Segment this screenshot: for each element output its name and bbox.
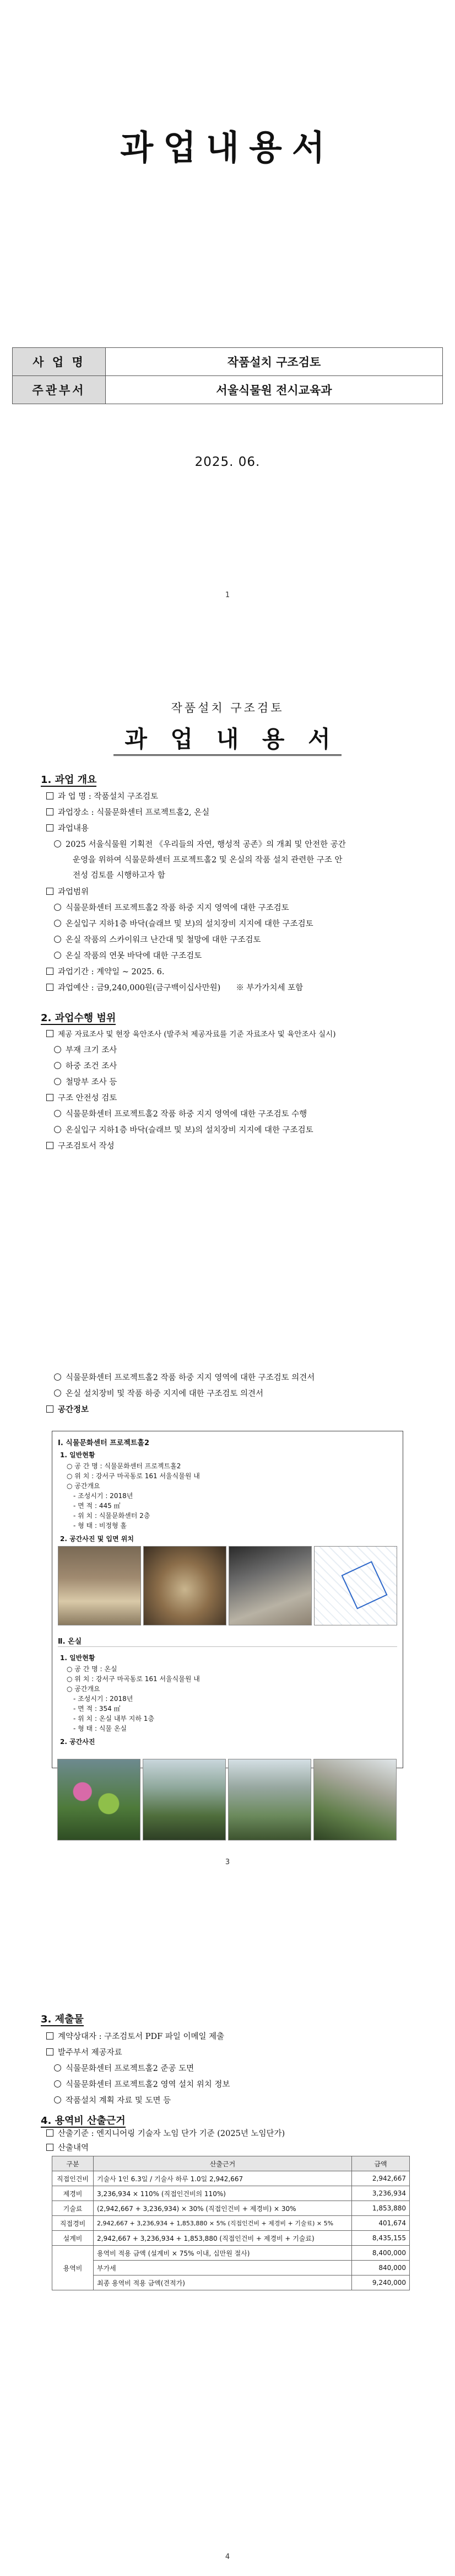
table-row <box>52 2261 410 2276</box>
row-basis: (2,942,667 + 3,236,934) × 30% (직접인건비 + 제경비) × 30% <box>94 2201 352 2216</box>
row-basis: 3,236,934 × 110% (직접인건비의 110%) <box>94 2186 352 2201</box>
checkbox-icon <box>46 792 53 799</box>
checkbox-icon <box>46 2048 53 2056</box>
info-line: - 위 치 : 식물문화센터 2층 <box>73 1512 150 1520</box>
list-item: 과업장소 : 식물문화센터 프로젝트홀2, 온실 <box>46 806 209 818</box>
list-item: 과업범위 <box>46 886 89 897</box>
circle-bullet-icon <box>54 2080 61 2087</box>
row-basis: 부가세 <box>94 2261 352 2276</box>
page-number: 1 <box>225 591 230 599</box>
checkbox-icon <box>46 984 53 991</box>
list-item: 작품설치 계획 자료 및 도면 등 <box>54 2094 171 2106</box>
list-item: 온실 작품의 스카이워크 난간대 및 철망에 대한 구조검토 <box>54 933 261 945</box>
list-item: 과업기간 : 계약일 ~ 2025. 6. <box>46 965 164 977</box>
page-number: 4 <box>225 2553 230 2561</box>
greenhouse-photo <box>143 1759 226 1840</box>
checkbox-icon <box>46 824 53 831</box>
list-item: 제공 자료조사 및 현장 육안조사 (발주처 제공자료를 기준 자료조사 및 육안조사 실시) <box>46 1028 336 1039</box>
part-2-subtitle: 1. 일반현황 <box>60 1654 95 1662</box>
list-item: 산출기준 : 엔지니어링 기술자 노임 단가 기준 (2025년 노임단가) <box>46 2127 285 2139</box>
checkbox-icon <box>46 888 53 895</box>
circle-bullet-icon <box>54 1062 61 1069</box>
circle-bullet-icon <box>54 920 61 927</box>
section-3-heading: 3. 제출물 <box>41 2014 84 2025</box>
row-category: 기술료 <box>52 2201 94 2216</box>
circle-bullet-icon <box>54 2096 61 2103</box>
info-line: ○ 위 치 : 강서구 마곡동로 161 서울식물원 내 <box>67 1472 200 1480</box>
hall-photo <box>229 1546 312 1625</box>
circle-bullet-icon <box>54 904 61 911</box>
detail-text: 운영을 위하여 식물문화센터 프로젝트홀2 및 온실의 작품 설치 관련한 구조 안 <box>73 856 343 865</box>
part-1-subtitle: 1. 일반현황 <box>60 1451 95 1459</box>
checkbox-icon <box>46 1405 53 1413</box>
circle-bullet-icon <box>54 1110 61 1117</box>
info-line: ○ 공간개요 <box>67 1482 100 1490</box>
greenhouse-photo <box>228 1759 311 1840</box>
row-basis: 기술사 1인 6.3일 / 기술사 하루 1.0일 2,942,667 <box>94 2171 352 2186</box>
list-item: 온실 설치장비 및 작품 하중 지지에 대한 구조검토 의견서 <box>54 1387 263 1399</box>
list-item: 과업내용 <box>46 822 89 834</box>
circle-bullet-icon <box>54 1126 61 1133</box>
circle-bullet-icon <box>54 840 61 847</box>
checkbox-icon <box>46 2129 53 2137</box>
part-2-title: Ⅱ. 온실 <box>58 1638 82 1646</box>
page-2 <box>0 662 455 1890</box>
info-line: - 면 적 : 445 ㎡ <box>73 1502 121 1510</box>
part-2-photos-label: 2. 공간사진 <box>60 1738 95 1746</box>
row-basis: 용역비 적용 금액 (설계비 × 75% 이내, 십만원 절사) <box>94 2246 352 2261</box>
photo-row <box>57 1759 397 1839</box>
checkbox-icon <box>46 808 53 815</box>
row-amount: 840,000 <box>352 2261 410 2276</box>
circle-bullet-icon <box>54 936 61 943</box>
table-header-row <box>52 2156 410 2171</box>
circle-bullet-icon <box>54 1389 61 1397</box>
list-item: 부재 크기 조사 <box>54 1044 117 1055</box>
list-item: 식물문화센터 프로젝트홀2 작품 하중 지지 영역에 대한 구조검토 수행 <box>54 1108 307 1119</box>
project-name-value: 작품설치 구조검토 <box>106 348 443 376</box>
list-item: 온실 작품의 연못 바닥에 대한 구조검토 <box>54 949 202 961</box>
row-category: 용역비 <box>52 2246 94 2290</box>
row-category: 제경비 <box>52 2186 94 2201</box>
row-amount: 3,236,934 <box>352 2186 410 2201</box>
table-row <box>52 2201 410 2216</box>
cover-title: 과업내용서 <box>120 127 335 168</box>
info-line: - 조성시기 : 2018년 <box>73 1492 133 1500</box>
hall-photo <box>143 1546 226 1625</box>
checkbox-icon <box>46 1142 53 1149</box>
list-item: 발주부서 제공자료 <box>46 2046 122 2058</box>
page-number: 3 <box>225 1858 230 1866</box>
list-item: 과업예산 : 금9,240,000원(금구백이십사만원) ※ 부가가치세 포함 <box>46 981 303 993</box>
document-subtitle: 작품설치 구조검토 <box>171 701 284 715</box>
row-amount: 401,674 <box>352 2216 410 2231</box>
row-basis: 2,942,667 + 3,236,934 + 1,853,880 × 5% (직접인건비 + 제경비 + 기술료) × 5% <box>94 2216 352 2231</box>
department-value: 서울식물원 전시교육과 <box>106 376 443 404</box>
table-row <box>13 348 443 376</box>
column-header: 구분 <box>52 2156 94 2171</box>
table-row <box>52 2231 410 2246</box>
info-line: - 위 치 : 온실 내부 지하 1층 <box>73 1715 155 1722</box>
table-row <box>52 2186 410 2201</box>
list-item: 과 업 명 : 작품설치 구조검토 <box>46 790 158 802</box>
info-line: ○ 공 간 명 : 식물문화센터 프로젝트홀2 <box>67 1462 181 1470</box>
detail-text: 전성 검토를 시행하고자 함 <box>73 871 165 880</box>
circle-bullet-icon <box>54 1078 61 1085</box>
list-item: 식물문화센터 프로젝트홀2 영역 설치 위치 정보 <box>54 2078 230 2090</box>
table-row <box>52 2246 410 2261</box>
row-amount: 2,942,667 <box>352 2171 410 2186</box>
list-item: 공간정보 <box>46 1403 89 1415</box>
list-item: 철망부 조사 등 <box>54 1076 117 1087</box>
checkbox-icon <box>46 1094 53 1101</box>
row-amount: 1,853,880 <box>352 2201 410 2216</box>
table-row <box>52 2216 410 2231</box>
row-amount: 8,400,000 <box>352 2246 410 2261</box>
list-item: 구조 안전성 검토 <box>46 1092 117 1103</box>
page-3 <box>0 1890 455 2576</box>
info-line: - 조성시기 : 2018년 <box>73 1695 133 1703</box>
row-amount: 8,435,155 <box>352 2231 410 2246</box>
part-1-photos-label: 2. 공간사진 및 입면 위치 <box>60 1535 134 1543</box>
part-1-title: Ⅰ. 식물문화센터 프로젝트홀2 <box>58 1439 150 1447</box>
table-row <box>13 376 443 404</box>
list-item: 산출내역 <box>46 2142 89 2153</box>
checkbox-icon <box>46 2032 53 2040</box>
floor-plan-image <box>314 1546 397 1625</box>
list-item: 구조검토서 작성 <box>46 1140 115 1151</box>
list-item: 2025 서울식물원 기획전 《우리들의 자연, 행성적 공존》의 개최 및 안전한 공간 <box>54 838 346 850</box>
document-title-text: 과 업 내 용 서 <box>113 726 341 756</box>
info-line: ○ 공간개요 <box>67 1685 100 1693</box>
divider <box>58 1646 397 1647</box>
table-row <box>52 2171 410 2186</box>
page-1 <box>0 0 455 662</box>
list-item: 하중 조건 조사 <box>54 1060 117 1071</box>
budget-note: ※ 부가가치세 포함 <box>236 984 304 992</box>
section-4-heading: 4. 용역비 산출근거 <box>41 2115 126 2127</box>
checkbox-icon <box>46 2144 53 2151</box>
circle-bullet-icon <box>54 1046 61 1053</box>
list-item: 온실입구 지하1층 바닥(슬래브 및 보)의 설치장비 지지에 대한 구조검토 <box>54 917 313 929</box>
row-amount: 9,240,000 <box>352 2276 410 2290</box>
list-item: 온실입구 지하1층 바닥(슬래브 및 보)의 설치장비 지지에 대한 구조검토 <box>54 1124 313 1135</box>
list-item: 식물문화센터 프로젝트홀2 준공 도면 <box>54 2062 194 2074</box>
row-category: 직접인건비 <box>52 2171 94 2186</box>
checkbox-icon <box>46 968 53 975</box>
space-info-panel <box>52 1431 403 1768</box>
column-header: 산출근거 <box>94 2156 352 2171</box>
fee-breakdown-table <box>52 2156 410 2290</box>
cover-info-table <box>12 347 443 404</box>
circle-bullet-icon <box>54 1373 61 1381</box>
greenhouse-photo <box>57 1759 140 1840</box>
photo-row <box>58 1546 397 1624</box>
info-line: - 형 태 : 비정형 홀 <box>73 1522 127 1530</box>
list-item: 식물문화센터 프로젝트홀2 작품 하중 지지 영역에 대한 구조검토 의견서 <box>54 1371 315 1383</box>
section-1-heading: 1. 과업 개요 <box>41 774 97 786</box>
circle-bullet-icon <box>54 2064 61 2071</box>
row-category: 직접경비 <box>52 2216 94 2231</box>
list-item: 계약상대자 : 구조검토서 PDF 파일 이메일 제출 <box>46 2030 224 2042</box>
checkbox-icon <box>46 1030 53 1037</box>
project-name-label: 사 업 명 <box>13 348 106 376</box>
table-row <box>52 2276 410 2290</box>
info-line: - 면 적 : 354 ㎡ <box>73 1705 121 1713</box>
department-label: 주관부서 <box>13 376 106 404</box>
info-line: ○ 위 치 : 강서구 마곡동로 161 서울식물원 내 <box>67 1675 200 1683</box>
column-header: 금액 <box>352 2156 410 2171</box>
list-item: 식물문화센터 프로젝트홀2 작품 하중 지지 영역에 대한 구조검토 <box>54 901 289 913</box>
cover-date: 2025. 06. <box>194 455 261 469</box>
section-2-heading: 2. 과업수행 범위 <box>41 1012 116 1024</box>
row-basis: 2,942,667 + 3,236,934 + 1,853,880 (직접인건비 + 제경비 + 기술료) <box>94 2231 352 2246</box>
location-marker <box>341 1561 387 1609</box>
row-basis: 최종 용역비 적용 금액(견적가) <box>94 2276 352 2290</box>
greenhouse-photo <box>313 1759 397 1840</box>
info-line: - 형 태 : 식물 온실 <box>73 1725 127 1732</box>
circle-bullet-icon <box>54 952 61 959</box>
hall-photo <box>58 1546 141 1625</box>
info-line: ○ 공 간 명 : 온실 <box>67 1665 117 1673</box>
row-category: 설계비 <box>52 2231 94 2246</box>
